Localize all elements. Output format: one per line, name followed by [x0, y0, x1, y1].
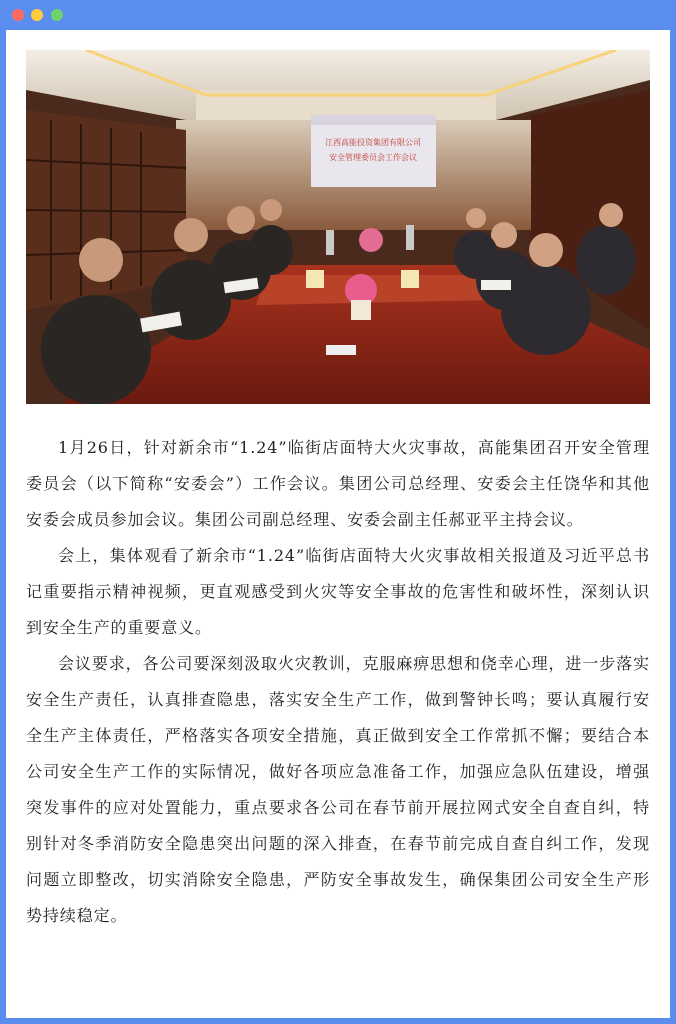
paragraph-3: 会议要求，各公司要深刻汲取火灾教训，克服麻痹思想和侥幸心理，进一步落实安全生产责任，认真排查隐患，落实安全生产工作，做到警钟长鸣；要认真履行安全生产主体责任，严格落实各项安全措施，真正做到安全工作常抓不懈；要结合本公司安全生产工作的实际情况，做好各项应急准备工作，加强应急队伍建设，增强突发事件的应对处置能力，重点要求各公司在春节前开展拉网式安全自查自纠，特别针对冬季消防安全隐患突出问题的深入排查，在春节前完成自查自纠工作，发现问题立即整改，切实消除安全隐患，严防安全事故发生，确保集团公司安全生产形势持续稳定。	[26, 654, 650, 925]
close-button[interactable]	[12, 9, 24, 21]
paragraph-2: 会上，集体观看了新余市“1.24”临街店面特大火灾事故相关报道及习近平总书记重要指示精神视频，更直观感受到火灾等安全事故的危害性和破坏性，深刻认识到安全生产的重要意义。	[26, 546, 650, 637]
stamp-icon	[644, 988, 670, 1014]
banner-line2: 安全管理委员会工作会议	[329, 153, 417, 162]
minimize-button[interactable]	[31, 9, 43, 21]
banner-line1: 江西高能投资集团有限公司	[325, 138, 421, 147]
maximize-button[interactable]	[51, 9, 63, 21]
paragraph-1: 1月26日，针对新余市“1.24”临街店面特大火灾事故，高能集团召开安全管理委员会（以下简称“安委会”）工作会议。集团公司总经理、安委会主任饶华和其他安委会成员参加会议。集团公司副总经理、安委会副主任郝亚平主持会议。	[26, 438, 650, 529]
content-panel	[6, 30, 670, 1018]
meeting-photo	[26, 50, 650, 404]
article-body	[26, 430, 650, 934]
title-bar	[0, 0, 676, 30]
